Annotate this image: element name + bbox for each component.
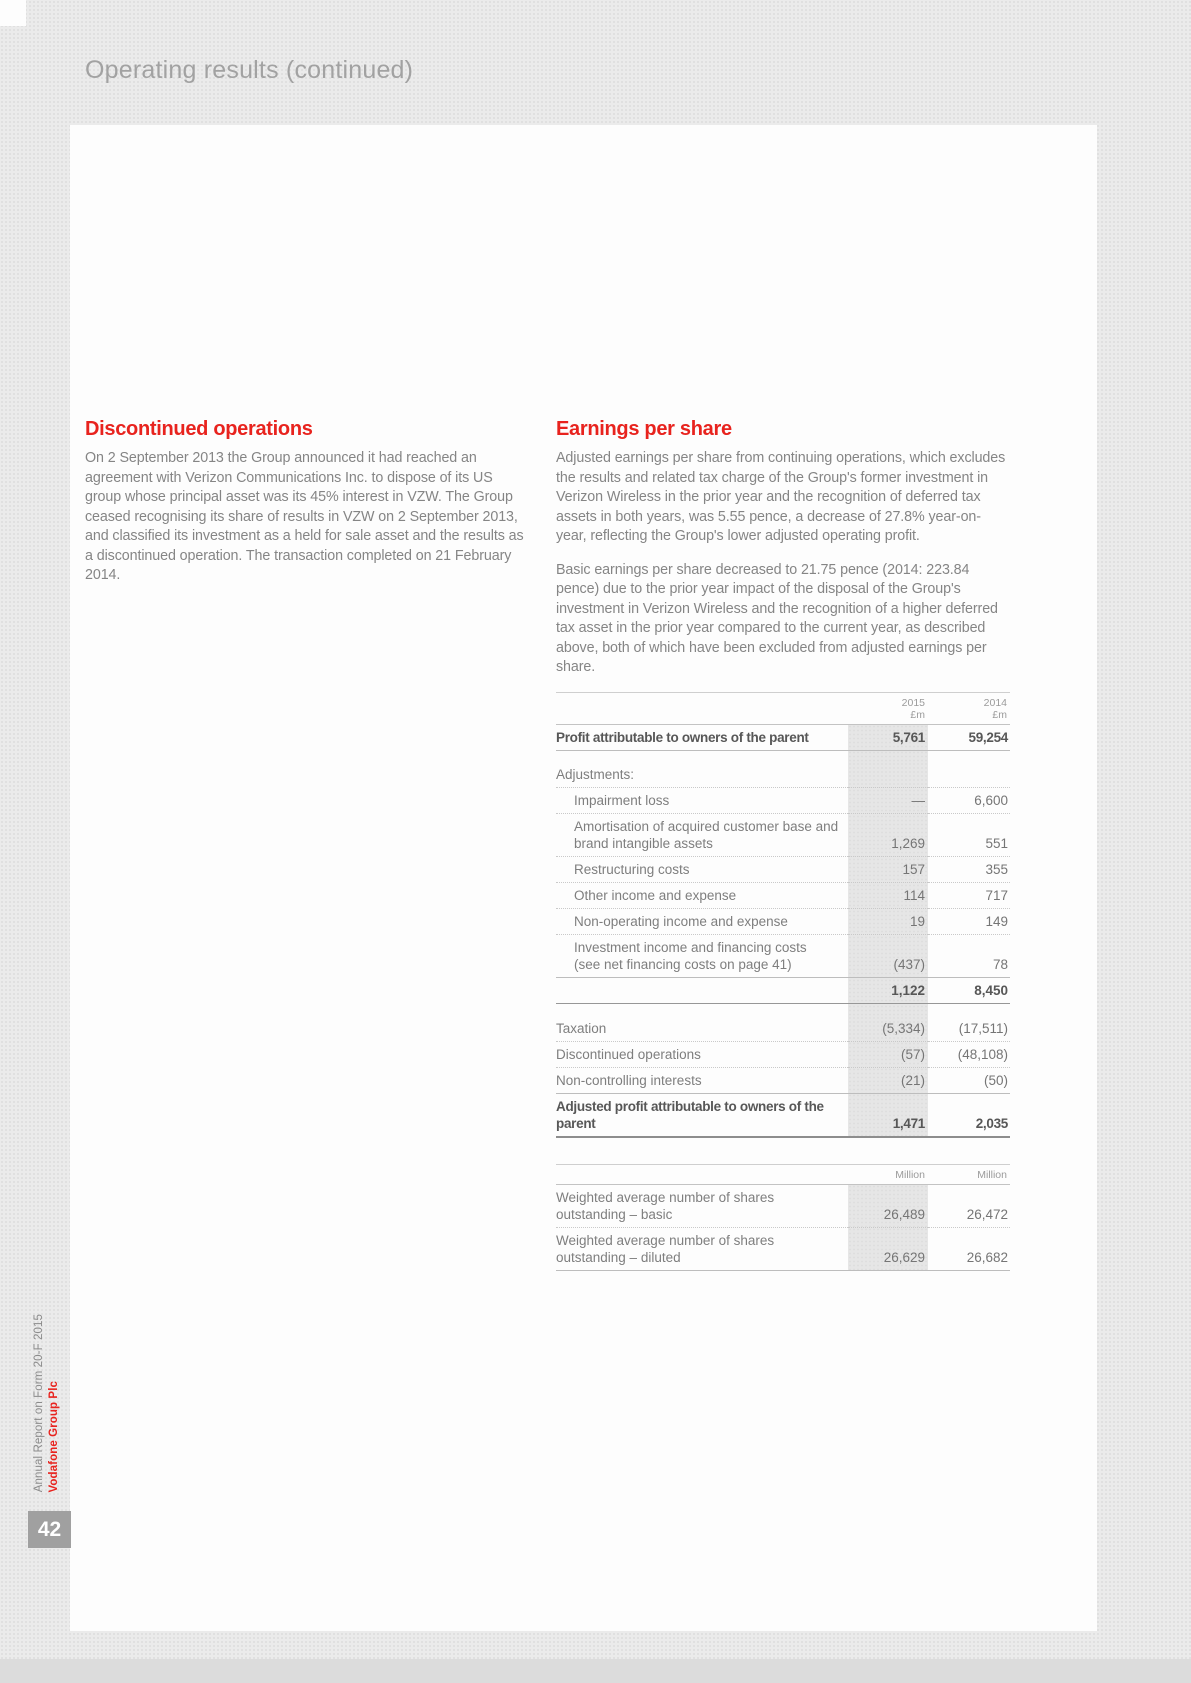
table-header-row bbox=[556, 692, 1010, 724]
header-2014 bbox=[928, 692, 1010, 724]
table-row: Investment income and financing costs (see net financing costs on page 41) (437) 78 bbox=[556, 935, 1010, 978]
header-2014-unit: £m bbox=[992, 708, 1007, 721]
table-row: Non-operating income and expense 19 149 bbox=[556, 909, 1010, 935]
weighted-average-shares-table bbox=[556, 1164, 1010, 1271]
column-discontinued-operations bbox=[85, 418, 525, 600]
spine-report-title: Annual Report on Form 20-F 2015 bbox=[33, 1313, 45, 1492]
bottom-band bbox=[0, 1659, 1191, 1683]
header-2015-year: 2015 bbox=[901, 696, 925, 709]
header-label-cell bbox=[556, 692, 848, 724]
table-row: Profit attributable to owners of the parent 5,761 59,254 bbox=[556, 724, 1010, 750]
corner-notch bbox=[0, 0, 26, 26]
total-row: Adjusted profit attributable to owners of the parent 1,471 2,035 bbox=[556, 1093, 1010, 1137]
table-row: Impairment loss — 6,600 bbox=[556, 788, 1010, 814]
page-number: 42 bbox=[28, 1511, 71, 1548]
table-row: Weighted average number of shares outstanding – basic 26,489 26,472 bbox=[556, 1184, 1010, 1227]
header-2015 bbox=[848, 692, 928, 724]
content-panel bbox=[70, 125, 1097, 1631]
table-row: Weighted average number of shares outstanding – diluted 26,629 26,682 bbox=[556, 1227, 1010, 1270]
table-row: Amortisation of acquired customer base and brand intangible assets 1,269 551 bbox=[556, 814, 1010, 857]
table-row: Taxation (5,334) (17,511) bbox=[556, 1016, 1010, 1042]
table-row: Discontinued operations (57) (48,108) bbox=[556, 1041, 1010, 1067]
table-header-row bbox=[556, 1164, 1010, 1184]
subtotal-row: 1,122 8,450 bbox=[556, 978, 1010, 1004]
column-earnings-per-share bbox=[556, 418, 1010, 1271]
header-2015-unit: £m bbox=[910, 708, 925, 721]
eps-paragraph-2: Basic earnings per share decreased to 21.75 pence (2014: 223.84 pence) due to the prior year impact of the disposal of the Group's investment in Verizon Wireless and the recognition of a higher deferred tax asset in the prior year compared to the current year, as described above, both of which have been excluded from adjusted earnings per share. bbox=[556, 561, 998, 675]
table-row: Restructuring costs 157 355 bbox=[556, 857, 1010, 883]
discontinued-operations-paragraph: On 2 September 2013 the Group announced it had reached an agreement with Verizon Communications Inc. to dispose of its US group whose principal asset was its 45% interest in VZW. The Group ceased recognising its share of results in VZW on 2 September 2013, and classified its investment as a held for sale asset and the results as a discontinued operation. The transaction completed on 21 February 2014. bbox=[85, 450, 524, 583]
header-million-2015: Million bbox=[848, 1164, 928, 1184]
spacer-row bbox=[556, 750, 1010, 762]
table-row: Other income and expense 114 717 bbox=[556, 883, 1010, 909]
header-million-2014: Million bbox=[928, 1164, 1010, 1184]
section-heading-earnings-per-share: Earnings per share bbox=[556, 418, 732, 440]
section-heading-discontinued-operations: Discontinued operations bbox=[85, 418, 313, 440]
header-2014-year: 2014 bbox=[983, 696, 1007, 709]
spacer-row bbox=[556, 1004, 1010, 1016]
page-title: Operating results (continued) bbox=[85, 56, 414, 84]
eps-paragraph-1: Adjusted earnings per share from continuing operations, which excludes the results and related tax charge of the Group's former investment in Verizon Wireless in the prior year and the recognition of deferred tax assets in both years, was 5.55 pence, a decrease of 27.8% year-on-year, reflecting the Group's lower adjusted operating profit. bbox=[556, 450, 1006, 544]
profit-adjustments-table bbox=[556, 692, 1010, 1138]
header-label-cell bbox=[556, 1164, 848, 1184]
table-row: Non-controlling interests (21) (50) bbox=[556, 1067, 1010, 1093]
spine-brand-name: Vodafone Group Plc bbox=[48, 1380, 60, 1492]
table-row: Adjustments: bbox=[556, 762, 1010, 788]
